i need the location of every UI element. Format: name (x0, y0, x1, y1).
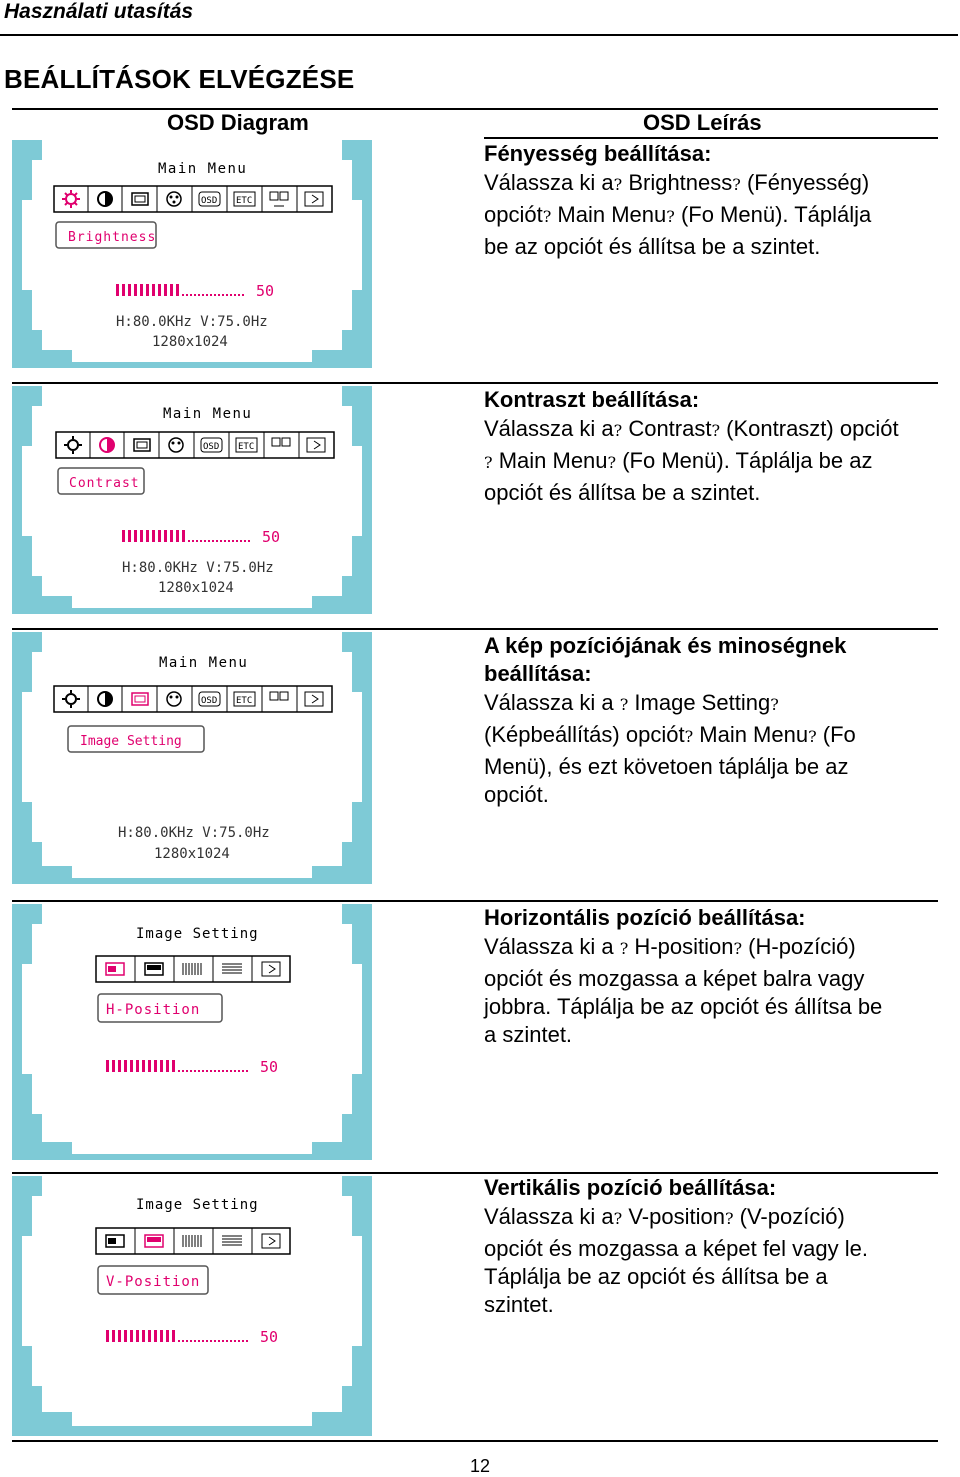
table-rule-top (12, 108, 938, 110)
level-value: 50 (260, 1328, 279, 1346)
frequency-readout: H:80.0KHz V:75.0Hz (116, 314, 268, 330)
description-line: a szintet. (484, 1022, 573, 1047)
clock-icon (183, 963, 201, 975)
document-header: Használati utasítás (4, 0, 194, 23)
description-line: ? Main Menu? (Fo Menü). Táplálja be az (484, 448, 873, 473)
resolution-readout: 1280x1024 (158, 580, 234, 596)
menu-title: Image Setting (136, 926, 259, 942)
osd-label: Brightness (68, 230, 157, 245)
column-header-diagram: OSD Diagram (167, 110, 309, 135)
osd-label: Contrast (69, 476, 140, 491)
level-value: 50 (260, 1058, 279, 1076)
resolution-readout: 1280x1024 (154, 846, 230, 862)
row-separator-2 (12, 628, 938, 630)
description-line: Válassza ki a ? H-position? (H-pozíció) (484, 934, 856, 959)
svg-text:OSD: OSD (203, 442, 220, 452)
svg-text:ETC: ETC (238, 442, 255, 452)
description-title: Fényesség beállítása: (484, 141, 712, 166)
description-title-cont: beállítása: (484, 661, 592, 686)
description-line: szintet. (484, 1292, 554, 1317)
menu-title: Image Setting (136, 1197, 259, 1213)
description-line: Táplálja be az opciót és állítsa be a (484, 1264, 828, 1289)
level-value: 50 (256, 282, 275, 300)
description-line: be az opciót és állítsa be a szintet. (484, 234, 821, 259)
description-line: (Képbeállítás) opciót? Main Menu? (Fo (484, 722, 856, 747)
description-image-setting (484, 632, 934, 808)
header-rule (0, 34, 958, 36)
description-brightness (484, 140, 934, 262)
frequency-readout: H:80.0KHz V:75.0Hz (122, 560, 274, 576)
description-line: opciót és mozgassa a képet balra vagy (484, 966, 865, 991)
row-separator-3 (12, 900, 938, 902)
osd-label: V-Position (106, 1274, 201, 1290)
row-separator-1 (12, 382, 938, 384)
description-line: opciót. (484, 782, 549, 807)
description-line: Menü), és ezt követoen táplálja be az (484, 754, 849, 779)
level-value: 50 (262, 528, 281, 546)
column-header-description: OSD Leírás (643, 110, 762, 135)
description-line: Válassza ki a? Brightness? (Fényesség) (484, 170, 870, 195)
description-line: opciót? Main Menu? (Fo Menü). Táplálja (484, 202, 872, 227)
osd-diagram-h-position (12, 904, 372, 1172)
description-line: Válassza ki a? V-position? (V-pozíció) (484, 1204, 845, 1229)
description-line: opciót és mozgassa a képet fel vagy le. (484, 1236, 868, 1261)
description-v-position (484, 1174, 934, 1320)
description-title: Kontraszt beállítása: (484, 387, 700, 412)
clock-icon (183, 1235, 201, 1247)
osd-diagram-image-setting (12, 632, 372, 900)
svg-text:OSD: OSD (201, 196, 218, 206)
frequency-readout: H:80.0KHz V:75.0Hz (118, 825, 270, 841)
description-line: opciót és állítsa be a szintet. (484, 480, 761, 505)
menu-title: Main Menu (158, 161, 248, 177)
svg-text:ETC: ETC (236, 196, 253, 206)
description-contrast (484, 386, 934, 508)
table-rule-bottom (12, 1440, 938, 1442)
description-title: Vertikális pozíció beállítása: (484, 1175, 777, 1200)
description-line: Válassza ki a ? Image Setting? (484, 690, 779, 715)
description-h-position (484, 904, 934, 1050)
osd-label: H-Position (106, 1002, 201, 1018)
description-title: A kép pozíciójának és minoségnek (484, 633, 847, 658)
description-line: jobbra. Táplálja be az opciót és állítsa be (484, 994, 883, 1019)
description-line: Válassza ki a? Contrast? (Kontraszt) opciót (484, 416, 899, 441)
column-header-rule (484, 137, 938, 139)
menu-title: Main Menu (163, 406, 253, 422)
section-title: BEÁLLÍTÁSOK ELVÉGZÉSE (4, 64, 355, 94)
svg-text:OSD: OSD (201, 696, 218, 706)
osd-diagram-contrast (12, 386, 372, 628)
menu-title: Main Menu (159, 655, 249, 671)
resolution-readout: 1280x1024 (152, 334, 228, 350)
osd-diagram-brightness (12, 140, 372, 382)
osd-label: Image Setting (80, 734, 182, 749)
page-number: 12 (470, 1456, 491, 1476)
osd-diagram-v-position (12, 1176, 372, 1440)
description-title: Horizontális pozíció beállítása: (484, 905, 806, 930)
svg-text:ETC: ETC (236, 696, 253, 706)
